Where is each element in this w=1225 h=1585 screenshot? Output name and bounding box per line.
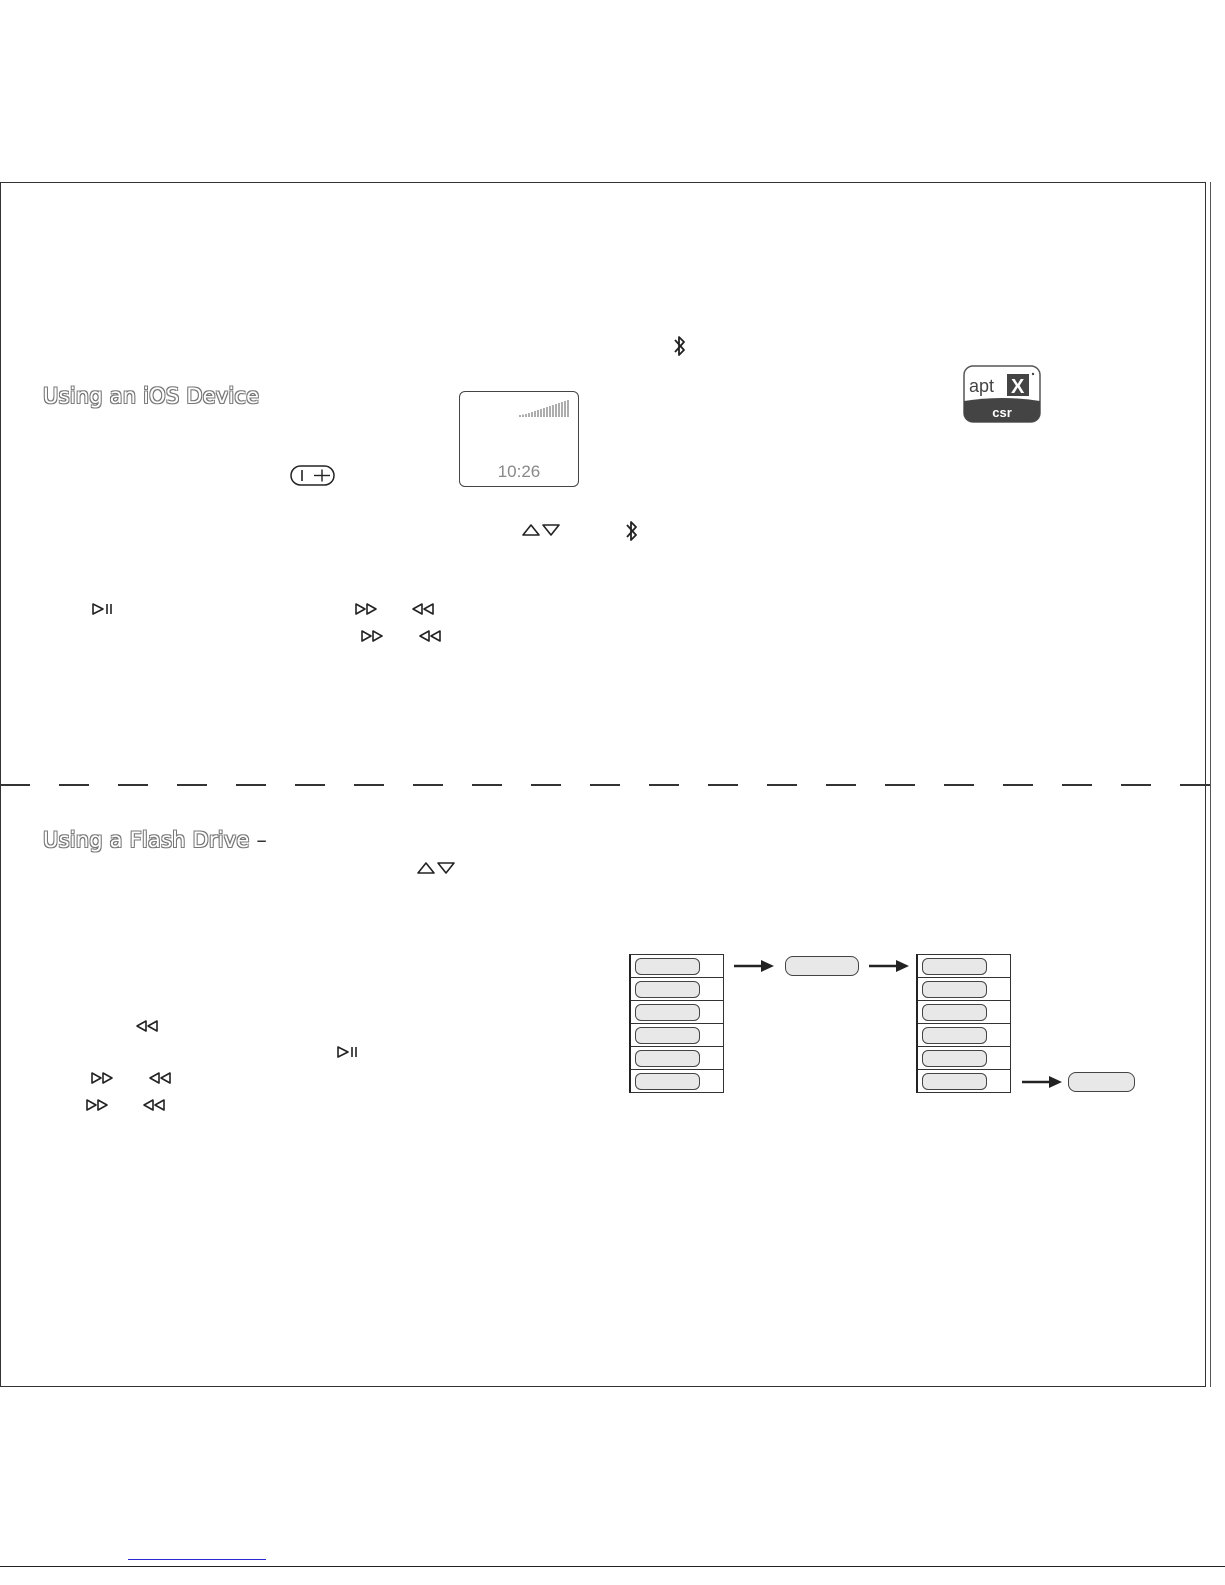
menu-row [631, 978, 723, 1001]
rewind-icon [416, 629, 442, 643]
lcd-display [459, 391, 579, 487]
heading-ios: Using an iOS Device [43, 384, 260, 408]
power-button-icon [290, 465, 336, 487]
rewind-icon [133, 1019, 159, 1033]
rewind-icon [146, 1071, 172, 1085]
footer-rule [0, 1566, 1225, 1567]
play-pause-icon [336, 1045, 360, 1059]
up-down-arrows-icon [521, 522, 563, 538]
menu-row [918, 955, 1010, 978]
menu-pill [635, 1027, 700, 1044]
heading-flash [43, 828, 267, 852]
menu-row [918, 1024, 1010, 1047]
menu-list-1 [629, 954, 724, 1093]
arrow-right-icon [868, 958, 910, 974]
menu-pill [635, 1073, 700, 1090]
aptx-logo [963, 365, 1041, 423]
arrow-right-icon [733, 958, 775, 974]
menu-pill [922, 958, 987, 975]
menu-row [631, 1070, 723, 1093]
fast-forward-icon [90, 1071, 116, 1085]
menu-pill [635, 958, 700, 975]
logo-mark: X [1011, 376, 1025, 398]
menu-row [918, 1047, 1010, 1070]
bluetooth-icon [624, 518, 640, 544]
fast-forward-icon [85, 1098, 111, 1112]
menu-row [918, 1001, 1010, 1024]
menu-list-2 [916, 954, 1011, 1093]
heading-flash-text: Using a Flash Drive [43, 828, 250, 852]
heading-flash-dash: – [256, 828, 268, 852]
rewind-icon [140, 1098, 166, 1112]
menu-row [631, 1001, 723, 1024]
fast-forward-icon [354, 602, 380, 616]
menu-pill [635, 1050, 700, 1067]
rewind-icon [409, 602, 435, 616]
menu-pill [922, 981, 987, 998]
signal-strength-icon [518, 398, 572, 418]
menu-row [918, 978, 1010, 1001]
bluetooth-icon [672, 333, 688, 359]
footer-link-underline[interactable] [128, 1558, 266, 1560]
logo-sub: csr [992, 405, 1012, 420]
menu-row [918, 1070, 1010, 1093]
menu-pill [922, 1050, 987, 1067]
arrow-right-icon [1021, 1074, 1063, 1090]
menu-pill [922, 1027, 987, 1044]
menu-row [631, 1047, 723, 1070]
play-pause-icon [91, 602, 115, 616]
menu-row [631, 1024, 723, 1047]
up-down-arrows-icon [416, 860, 458, 876]
logo-brand: apt [969, 376, 995, 396]
menu-pill [635, 1004, 700, 1021]
flow-pill-end [1068, 1072, 1135, 1092]
menu-pill [922, 1004, 987, 1021]
section-divider [0, 784, 1225, 786]
menu-pill [635, 981, 700, 998]
lcd-time: 10:26 [497, 462, 541, 481]
menu-pill [922, 1073, 987, 1090]
menu-row [631, 955, 723, 978]
fast-forward-icon [360, 629, 386, 643]
flow-pill-middle [785, 956, 859, 976]
